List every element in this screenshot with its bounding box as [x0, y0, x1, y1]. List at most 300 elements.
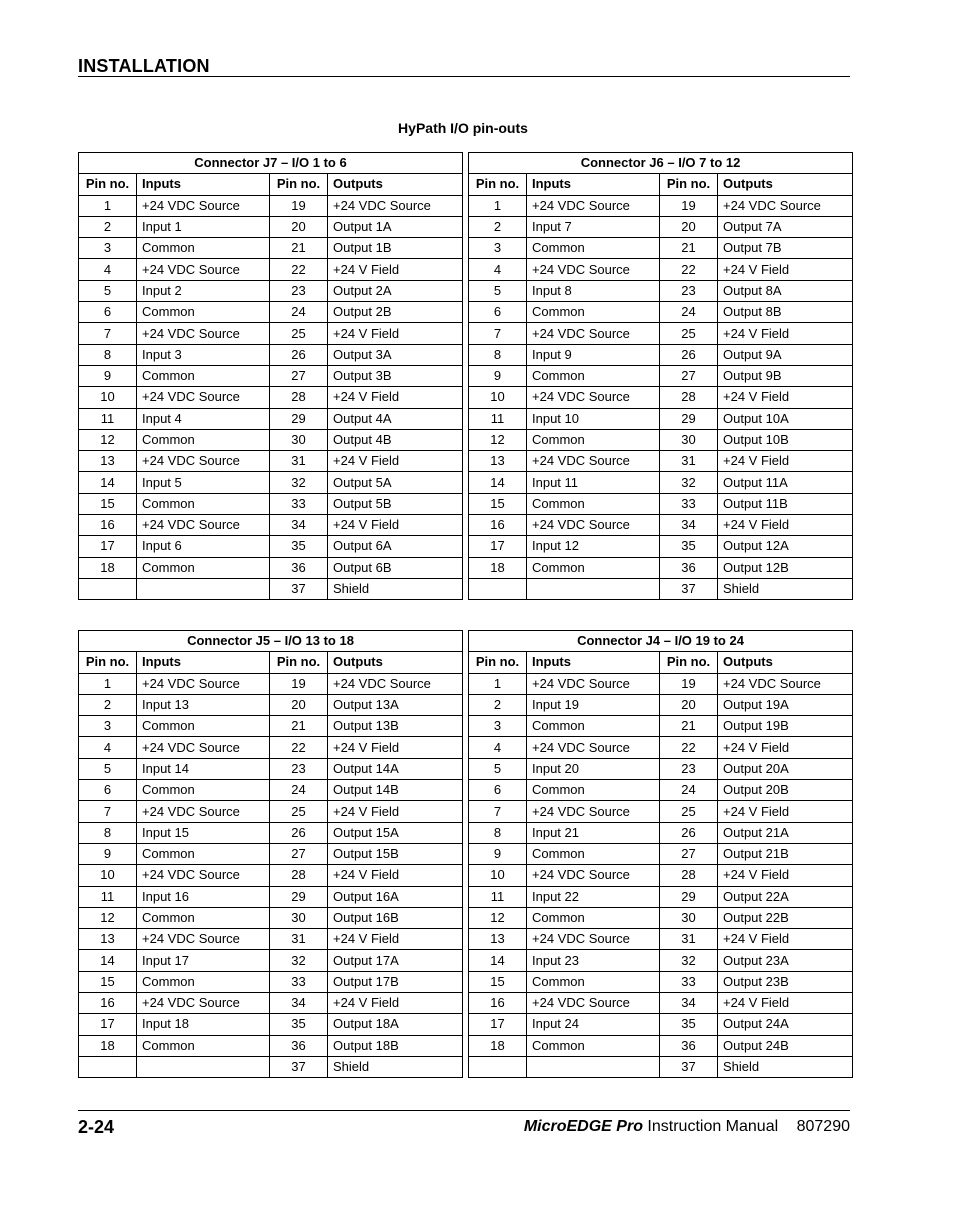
pin-number-cell: 12: [469, 429, 527, 450]
input-cell: Input 9: [527, 344, 660, 365]
output-cell: Shield: [328, 578, 463, 599]
output-cell: Output 12B: [718, 557, 853, 578]
table-row: [79, 238, 463, 259]
pin-number-cell: 27: [660, 365, 718, 386]
pin-number-cell: 9: [79, 843, 137, 864]
table-row: [469, 493, 853, 514]
pin-number-cell: 24: [270, 302, 328, 323]
output-cell: Output 18A: [328, 1014, 463, 1035]
table-row: [79, 822, 463, 843]
table-row: [79, 557, 463, 578]
output-cell: +24 V Field: [328, 259, 463, 280]
pin-number-cell: 28: [660, 865, 718, 886]
input-cell: Common: [137, 1035, 270, 1056]
pin-number-cell: 10: [79, 865, 137, 886]
pin-number-cell: 33: [660, 493, 718, 514]
pin-number-cell: 7: [79, 801, 137, 822]
table-row: [469, 1056, 853, 1077]
output-cell: Output 7B: [718, 238, 853, 259]
table-row: [79, 1014, 463, 1035]
input-cell: Common: [527, 238, 660, 259]
input-cell: Common: [137, 971, 270, 992]
output-cell: Output 21B: [718, 843, 853, 864]
table-row: [79, 493, 463, 514]
table-row: [79, 429, 463, 450]
pin-number-cell: 36: [660, 557, 718, 578]
pin-number-cell: 11: [79, 408, 137, 429]
pin-number-cell: 21: [660, 716, 718, 737]
input-cell: Input 12: [527, 536, 660, 557]
output-cell: Output 1A: [328, 216, 463, 237]
table-row: [469, 801, 853, 822]
pin-number-cell: 11: [469, 408, 527, 429]
connector-title: Connector J6 – I/O 7 to 12: [469, 153, 853, 174]
input-cell: Common: [137, 557, 270, 578]
input-cell: Input 11: [527, 472, 660, 493]
output-cell: Output 22B: [718, 907, 853, 928]
input-cell: +24 VDC Source: [137, 993, 270, 1014]
pin-number-cell: 11: [79, 886, 137, 907]
pin-number-cell: 26: [660, 822, 718, 843]
table-row: [469, 694, 853, 715]
pin-number-cell: 31: [660, 929, 718, 950]
pin-number-cell: 16: [469, 515, 527, 536]
pin-number-cell: 19: [660, 195, 718, 216]
pin-number-cell: [469, 1056, 527, 1077]
pin-number-cell: 3: [469, 716, 527, 737]
pin-number-cell: 26: [270, 822, 328, 843]
column-header: Pin no.: [270, 652, 328, 673]
output-cell: Output 13A: [328, 694, 463, 715]
pin-number-cell: 36: [270, 1035, 328, 1056]
input-cell: Input 19: [527, 694, 660, 715]
output-cell: +24 V Field: [718, 993, 853, 1014]
input-cell: Common: [527, 780, 660, 801]
output-cell: Shield: [718, 1056, 853, 1077]
table-row: [469, 302, 853, 323]
pin-number-cell: 7: [79, 323, 137, 344]
pin-number-cell: 19: [660, 673, 718, 694]
pin-number-cell: 17: [79, 536, 137, 557]
connector-j4-table: [468, 630, 853, 1078]
output-cell: +24 V Field: [718, 515, 853, 536]
table-row: [469, 259, 853, 280]
pin-number-cell: 15: [79, 493, 137, 514]
pin-number-cell: 29: [270, 886, 328, 907]
input-cell: Input 23: [527, 950, 660, 971]
output-cell: +24 V Field: [718, 801, 853, 822]
output-cell: Output 2A: [328, 280, 463, 301]
output-cell: Output 14A: [328, 758, 463, 779]
input-cell: Input 13: [137, 694, 270, 715]
pin-number-cell: 18: [469, 557, 527, 578]
pin-number-cell: 24: [270, 780, 328, 801]
output-cell: +24 VDC Source: [328, 195, 463, 216]
pin-number-cell: 36: [660, 1035, 718, 1056]
output-cell: +24 VDC Source: [718, 673, 853, 694]
connector-j7-table: [78, 152, 463, 600]
pin-number-cell: 8: [469, 344, 527, 365]
pin-number-cell: [79, 1056, 137, 1077]
pin-number-cell: 23: [270, 758, 328, 779]
pin-number-cell: 15: [79, 971, 137, 992]
pin-number-cell: [79, 578, 137, 599]
input-cell: +24 VDC Source: [527, 515, 660, 536]
table-row: [469, 280, 853, 301]
table-row: [469, 993, 853, 1014]
table-row: [469, 515, 853, 536]
input-cell: Common: [527, 557, 660, 578]
input-cell: [527, 578, 660, 599]
input-cell: +24 VDC Source: [137, 673, 270, 694]
input-cell: Input 4: [137, 408, 270, 429]
pin-number-cell: 13: [469, 929, 527, 950]
pin-number-cell: 33: [270, 493, 328, 514]
pin-number-cell: 32: [270, 950, 328, 971]
pin-number-cell: 18: [469, 1035, 527, 1056]
table-row: [79, 716, 463, 737]
output-cell: Output 10A: [718, 408, 853, 429]
input-cell: [527, 1056, 660, 1077]
table-row: [469, 1014, 853, 1035]
pin-number-cell: 35: [660, 536, 718, 557]
pin-number-cell: 24: [660, 780, 718, 801]
output-cell: Output 23B: [718, 971, 853, 992]
column-header: Pin no.: [660, 652, 718, 673]
table-row: [79, 886, 463, 907]
table-row: [79, 1056, 463, 1077]
document-number: 807290: [796, 1118, 850, 1135]
pin-number-cell: 1: [469, 195, 527, 216]
output-cell: Output 11B: [718, 493, 853, 514]
pin-number-cell: 5: [79, 280, 137, 301]
pin-number-cell: 29: [660, 886, 718, 907]
table-row: [469, 780, 853, 801]
input-cell: +24 VDC Source: [137, 451, 270, 472]
pin-number-cell: 16: [469, 993, 527, 1014]
manual-label: Instruction Manual: [647, 1118, 779, 1135]
table-row: [469, 865, 853, 886]
output-cell: Output 22A: [718, 886, 853, 907]
input-cell: +24 VDC Source: [527, 387, 660, 408]
input-cell: +24 VDC Source: [137, 801, 270, 822]
pin-number-cell: 29: [660, 408, 718, 429]
pin-number-cell: 13: [469, 451, 527, 472]
pin-number-cell: 23: [270, 280, 328, 301]
pin-number-cell: 31: [270, 451, 328, 472]
column-header: Inputs: [137, 174, 270, 195]
table-row: [79, 472, 463, 493]
table-row: [469, 950, 853, 971]
output-cell: Output 24A: [718, 1014, 853, 1035]
input-cell: Common: [527, 429, 660, 450]
input-cell: Input 8: [527, 280, 660, 301]
footer-manual-title: [524, 1118, 850, 1136]
output-cell: Output 15B: [328, 843, 463, 864]
table-row: [79, 259, 463, 280]
output-cell: Output 24B: [718, 1035, 853, 1056]
input-cell: Common: [527, 365, 660, 386]
output-cell: +24 V Field: [718, 387, 853, 408]
pin-number-cell: 14: [79, 950, 137, 971]
column-header: Inputs: [527, 174, 660, 195]
pin-number-cell: 22: [660, 737, 718, 758]
pin-number-cell: 1: [469, 673, 527, 694]
input-cell: Common: [137, 429, 270, 450]
pin-number-cell: 24: [660, 302, 718, 323]
connector-j5-table: [78, 630, 463, 1078]
pin-number-cell: 28: [270, 865, 328, 886]
table-row: [469, 843, 853, 864]
input-cell: +24 VDC Source: [527, 323, 660, 344]
output-cell: +24 V Field: [328, 737, 463, 758]
output-cell: +24 V Field: [328, 515, 463, 536]
output-cell: +24 V Field: [328, 451, 463, 472]
pin-number-cell: 26: [270, 344, 328, 365]
pin-number-cell: [469, 578, 527, 599]
input-cell: Common: [527, 493, 660, 514]
pin-number-cell: 3: [79, 238, 137, 259]
output-cell: Output 8A: [718, 280, 853, 301]
table-row: [79, 865, 463, 886]
output-cell: Output 4A: [328, 408, 463, 429]
input-cell: +24 VDC Source: [527, 865, 660, 886]
pin-number-cell: 28: [660, 387, 718, 408]
pin-number-cell: 6: [79, 302, 137, 323]
table-row: [469, 758, 853, 779]
table-row: [79, 578, 463, 599]
table-row: [469, 536, 853, 557]
column-header: Inputs: [527, 652, 660, 673]
table-row: [79, 1035, 463, 1056]
table-row: [469, 323, 853, 344]
table-row: [79, 993, 463, 1014]
table-row: [469, 822, 853, 843]
pin-number-cell: 14: [469, 472, 527, 493]
output-cell: +24 V Field: [328, 929, 463, 950]
output-cell: Output 11A: [718, 472, 853, 493]
pin-number-cell: 34: [270, 993, 328, 1014]
pin-number-cell: 2: [469, 694, 527, 715]
input-cell: Input 16: [137, 886, 270, 907]
output-cell: +24 V Field: [718, 737, 853, 758]
pin-number-cell: 21: [270, 716, 328, 737]
input-cell: +24 VDC Source: [137, 929, 270, 950]
output-cell: Output 5A: [328, 472, 463, 493]
output-cell: Output 5B: [328, 493, 463, 514]
pin-number-cell: 25: [660, 323, 718, 344]
pin-number-cell: 6: [469, 302, 527, 323]
pin-number-cell: 33: [660, 971, 718, 992]
table-row: [469, 716, 853, 737]
input-cell: +24 VDC Source: [137, 865, 270, 886]
pin-number-cell: 37: [660, 578, 718, 599]
input-cell: +24 VDC Source: [137, 515, 270, 536]
pin-number-cell: 32: [270, 472, 328, 493]
table-row: [79, 694, 463, 715]
table-row: [79, 344, 463, 365]
input-cell: [137, 1056, 270, 1077]
pin-number-cell: 8: [79, 822, 137, 843]
input-cell: +24 VDC Source: [527, 195, 660, 216]
table-row: [469, 737, 853, 758]
pin-number-cell: 31: [660, 451, 718, 472]
pin-number-cell: 33: [270, 971, 328, 992]
output-cell: +24 V Field: [328, 865, 463, 886]
pin-number-cell: 18: [79, 557, 137, 578]
output-cell: +24 V Field: [718, 259, 853, 280]
table-row: [79, 737, 463, 758]
table-row: [79, 971, 463, 992]
table-row: [79, 907, 463, 928]
input-cell: +24 VDC Source: [527, 259, 660, 280]
output-cell: Shield: [718, 578, 853, 599]
output-cell: Output 19A: [718, 694, 853, 715]
pin-number-cell: 25: [270, 323, 328, 344]
output-cell: Output 1B: [328, 238, 463, 259]
pin-number-cell: 5: [469, 280, 527, 301]
input-cell: Common: [137, 907, 270, 928]
pin-number-cell: 14: [469, 950, 527, 971]
pin-number-cell: 20: [270, 216, 328, 237]
input-cell: Input 10: [527, 408, 660, 429]
pin-number-cell: 18: [79, 1035, 137, 1056]
connector-title: Connector J7 – I/O 1 to 6: [79, 153, 463, 174]
input-cell: Common: [527, 971, 660, 992]
column-header: Outputs: [328, 174, 463, 195]
input-cell: Input 18: [137, 1014, 270, 1035]
pin-number-cell: 15: [469, 971, 527, 992]
pin-number-cell: 16: [79, 993, 137, 1014]
output-cell: Output 10B: [718, 429, 853, 450]
output-cell: +24 V Field: [718, 451, 853, 472]
output-cell: Output 3B: [328, 365, 463, 386]
column-header: Pin no.: [469, 652, 527, 673]
output-cell: Output 6A: [328, 536, 463, 557]
pin-number-cell: 3: [469, 238, 527, 259]
pin-number-cell: 12: [469, 907, 527, 928]
section-title: INSTALLATION: [78, 56, 210, 76]
input-cell: +24 VDC Source: [527, 801, 660, 822]
input-cell: Common: [527, 1035, 660, 1056]
pin-number-cell: 17: [469, 536, 527, 557]
column-header: Inputs: [137, 652, 270, 673]
input-cell: Common: [137, 780, 270, 801]
input-cell: Common: [527, 302, 660, 323]
output-cell: Output 14B: [328, 780, 463, 801]
pin-number-cell: 36: [270, 557, 328, 578]
table-row: [469, 886, 853, 907]
output-cell: Output 3A: [328, 344, 463, 365]
output-cell: Output 20A: [718, 758, 853, 779]
pin-number-cell: 19: [270, 195, 328, 216]
table-row: [79, 801, 463, 822]
table-row: [469, 195, 853, 216]
pin-number-cell: 5: [79, 758, 137, 779]
pin-number-cell: 25: [270, 801, 328, 822]
pin-number-cell: 26: [660, 344, 718, 365]
table-row: [79, 280, 463, 301]
pin-number-cell: 22: [660, 259, 718, 280]
table-caption: HyPath I/O pin-outs: [398, 120, 528, 136]
input-cell: Common: [527, 843, 660, 864]
input-cell: +24 VDC Source: [137, 323, 270, 344]
pin-number-cell: 3: [79, 716, 137, 737]
pin-number-cell: 5: [469, 758, 527, 779]
input-cell: Common: [137, 238, 270, 259]
pin-number-cell: 17: [469, 1014, 527, 1035]
pin-number-cell: 10: [469, 865, 527, 886]
column-header: Pin no.: [79, 652, 137, 673]
column-header: Pin no.: [469, 174, 527, 195]
input-cell: +24 VDC Source: [137, 737, 270, 758]
output-cell: Output 4B: [328, 429, 463, 450]
pin-number-cell: 29: [270, 408, 328, 429]
input-cell: +24 VDC Source: [137, 259, 270, 280]
pin-number-cell: 19: [270, 673, 328, 694]
output-cell: Output 19B: [718, 716, 853, 737]
table-row: [469, 344, 853, 365]
column-header: Outputs: [718, 652, 853, 673]
input-cell: +24 VDC Source: [527, 929, 660, 950]
pin-number-cell: 34: [660, 993, 718, 1014]
pin-number-cell: 4: [469, 259, 527, 280]
input-cell: Common: [527, 907, 660, 928]
pin-number-cell: 32: [660, 950, 718, 971]
connector-j6-table: [468, 152, 853, 600]
output-cell: +24 VDC Source: [718, 195, 853, 216]
output-cell: Output 8B: [718, 302, 853, 323]
pin-number-cell: 34: [660, 515, 718, 536]
table-row: [469, 472, 853, 493]
pin-number-cell: 2: [79, 216, 137, 237]
pin-number-cell: 28: [270, 387, 328, 408]
table-row: [469, 673, 853, 694]
table-row: [79, 365, 463, 386]
table-row: [79, 387, 463, 408]
pin-number-cell: 27: [270, 365, 328, 386]
table-row: [79, 195, 463, 216]
output-cell: +24 V Field: [328, 801, 463, 822]
output-cell: Output 15A: [328, 822, 463, 843]
pin-number-cell: 20: [660, 694, 718, 715]
column-header: Pin no.: [660, 174, 718, 195]
pin-number-cell: 4: [79, 737, 137, 758]
pin-number-cell: 37: [270, 578, 328, 599]
output-cell: Output 16A: [328, 886, 463, 907]
table-row: [469, 971, 853, 992]
output-cell: +24 VDC Source: [328, 673, 463, 694]
table-row: [469, 408, 853, 429]
pin-number-cell: 20: [270, 694, 328, 715]
input-cell: +24 VDC Source: [527, 737, 660, 758]
pin-number-cell: 6: [469, 780, 527, 801]
table-row: [79, 780, 463, 801]
input-cell: +24 VDC Source: [137, 387, 270, 408]
pin-number-cell: 21: [270, 238, 328, 259]
input-cell: Common: [137, 365, 270, 386]
table-row: [469, 365, 853, 386]
table-row: [79, 673, 463, 694]
input-cell: Input 3: [137, 344, 270, 365]
pin-number-cell: 30: [270, 907, 328, 928]
output-cell: +24 V Field: [328, 323, 463, 344]
pin-number-cell: 13: [79, 929, 137, 950]
input-cell: Input 24: [527, 1014, 660, 1035]
output-cell: Output 17B: [328, 971, 463, 992]
pin-number-cell: 25: [660, 801, 718, 822]
input-cell: Common: [137, 302, 270, 323]
